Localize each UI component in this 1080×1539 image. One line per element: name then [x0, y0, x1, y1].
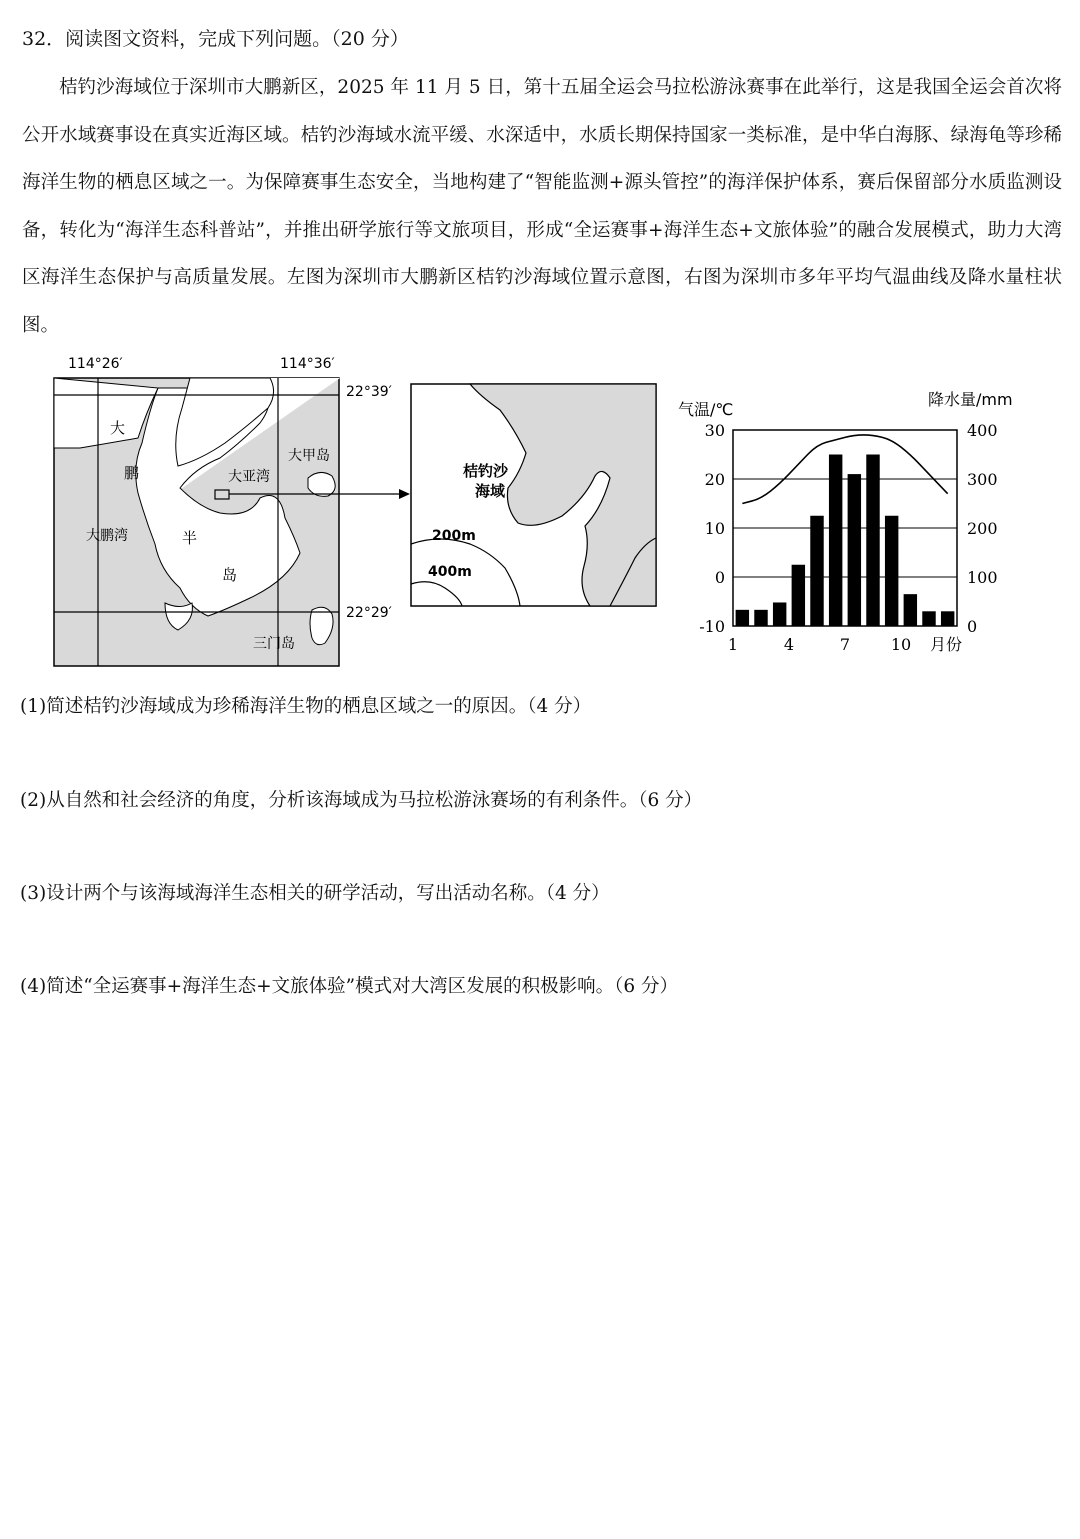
lon-left-label: 114°26′ — [68, 356, 123, 372]
label-dapeng-bay: 大鹏湾 — [86, 528, 128, 544]
precip-tick-0: 0 — [967, 617, 978, 636]
month-axis-label: 月份 — [930, 635, 963, 654]
month-tick-1: 1 — [727, 635, 739, 654]
climate-chart — [678, 390, 1013, 654]
lat-top-label: 22°39′ — [346, 384, 392, 400]
inset-area-label-2: 海域 — [475, 482, 506, 500]
sub-question-2: (2)从自然和社会经济的角度，分析该海域成为马拉松游泳赛场的有利条件。（6 分） — [20, 790, 703, 811]
precip-tick-100: 100 — [967, 568, 998, 587]
precip-tick-300: 300 — [967, 470, 998, 489]
precip-axis-label: 降水量/mm — [928, 390, 1013, 409]
question-passage: 桔钓沙海域位于深圳市大鹏新区，2025 年 11 月 5 日，第十五届全运会马拉松游泳赛事在此举行，这是我国全运会首次将公开水域赛事设在真实近海区域。桔钓沙海域水流平缓、水深适中，水质长期保持国家一类标准，是中华白海豚、绿海龟等珍稀海洋生物的栖息区域之一。为保障赛事生态安全，当地构建了“智能监测+源头管控”的海洋保护体系，赛后保留部分水质监测设备，转化为“海洋生态科普站”，并推出研学旅行等文旅项目，形成“全运赛事+海洋生态+文旅体验”的融合发展模式，助力大湾区海洋生态保护与高质量发展。左图为深圳市大鹏新区桔钓沙海域位置示意图，右图为深圳市多年平均气温曲线及降水量柱状图。 — [22, 77, 1062, 336]
month-tick-7: 7 — [839, 635, 851, 654]
precip-bar-11 — [922, 611, 935, 626]
precip-bar-4 — [792, 565, 805, 626]
temp-tick-30: 30 — [704, 421, 725, 440]
label-da: 大 — [110, 419, 126, 437]
precip-bar-7 — [848, 474, 861, 626]
inset-area-label-1: 桔钓沙 — [463, 462, 509, 480]
sub-question-4: (4)简述“全运赛事+海洋生态+文旅体验”模式对大湾区发展的积极影响。（6 分） — [20, 976, 679, 997]
label-daya-bay: 大亚湾 — [228, 469, 270, 485]
inset-contour-200-label: 200m — [432, 528, 476, 544]
precip-bar-8 — [866, 455, 879, 627]
month-tick-4: 4 — [783, 635, 795, 654]
temp-axis-label: 气温/℃ — [678, 400, 734, 419]
precip-bar-12 — [941, 611, 954, 626]
label-ban: 半 — [182, 529, 198, 547]
leader-arrow-head — [399, 489, 410, 499]
label-peng: 鹏 — [124, 464, 140, 482]
figure-group — [50, 348, 1050, 673]
inset-map — [411, 384, 656, 606]
precip-bar-6 — [829, 455, 842, 627]
question-header: 32．阅读图文资料，完成下列问题。（20 分） — [22, 28, 409, 50]
precip-tick-400: 400 — [967, 421, 998, 440]
inset-contour-400-label: 400m — [428, 564, 472, 580]
temperature-curve — [742, 435, 947, 504]
label-sanmen-island: 三门岛 — [253, 636, 295, 652]
precip-bar-9 — [885, 516, 898, 626]
month-tick-10: 10 — [890, 635, 912, 654]
precip-bar-3 — [773, 602, 786, 626]
dajia-island — [308, 472, 335, 496]
lon-right-label: 114°36′ — [280, 356, 335, 372]
temp-tick--10: -10 — [699, 617, 725, 636]
temp-tick-20: 20 — [704, 470, 725, 489]
sub-question-1: (1)简述桔钓沙海域成为珍稀海洋生物的栖息区域之一的原因。（4 分） — [20, 696, 592, 717]
label-dajia-island: 大甲岛 — [288, 448, 330, 464]
location-map — [50, 348, 1050, 673]
label-dao: 岛 — [222, 566, 238, 584]
sub-question-3: (3)设计两个与该海域海洋生态相关的研学活动，写出活动名称。（4 分） — [20, 883, 610, 904]
temp-tick-10: 10 — [704, 519, 725, 538]
precip-bar-10 — [904, 594, 917, 626]
precip-bar-1 — [736, 610, 749, 626]
temp-tick-0: 0 — [714, 568, 725, 587]
precip-bar-2 — [754, 610, 767, 626]
precip-tick-200: 200 — [967, 519, 998, 538]
precip-bar-5 — [810, 516, 823, 626]
lat-bottom-label: 22°29′ — [346, 605, 392, 621]
